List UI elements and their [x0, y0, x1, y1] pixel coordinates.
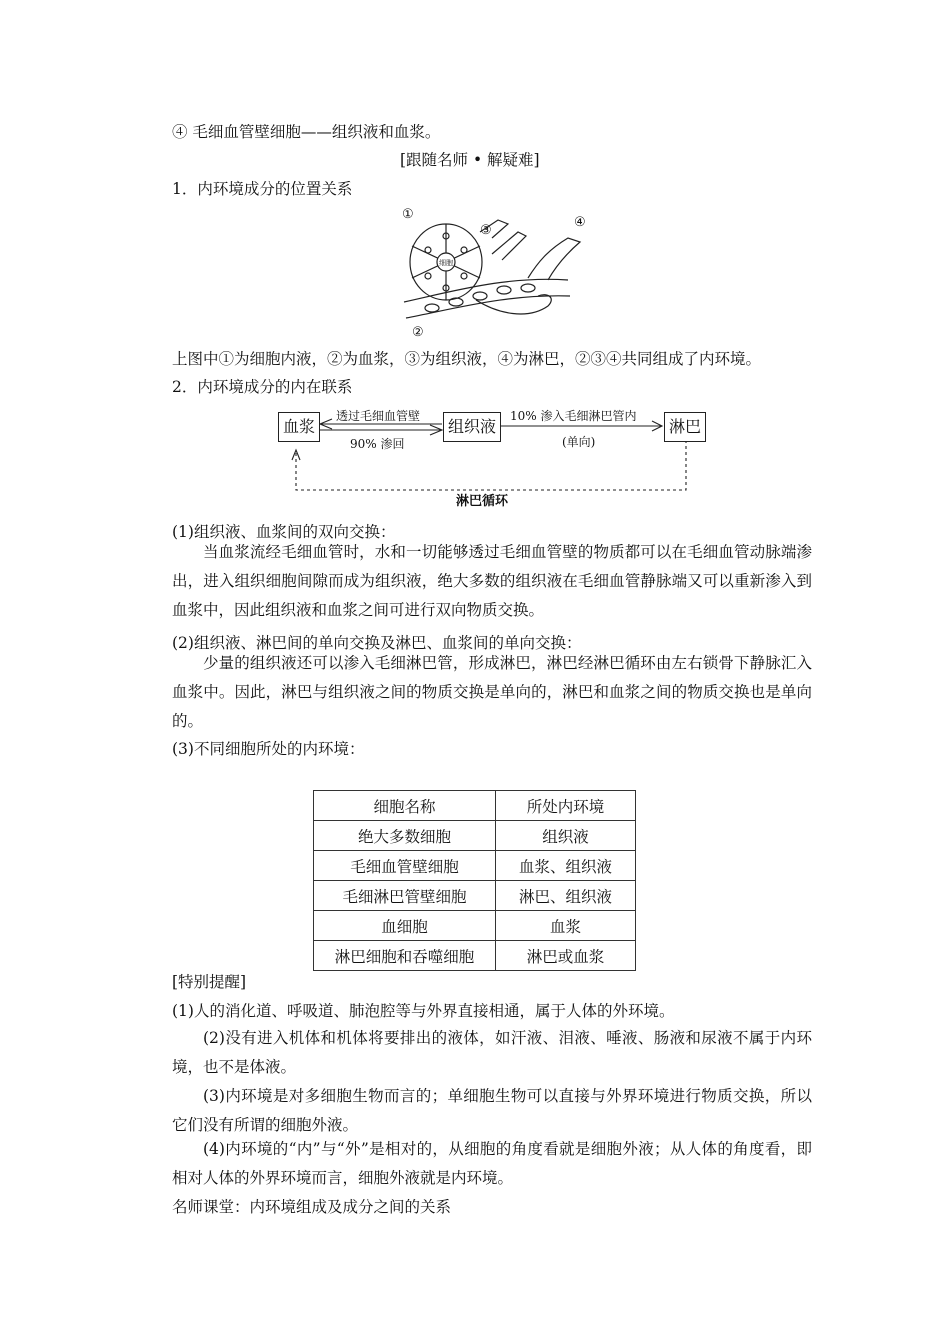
cell-label: 细胞: [439, 259, 453, 267]
table-cell: 毛细淋巴管壁细胞: [314, 881, 496, 911]
flow-diagram: [276, 404, 701, 512]
arrow-top-label: 透过毛细血管壁: [336, 409, 421, 423]
table-row: [314, 821, 636, 851]
table-cell: 血浆、组织液: [496, 851, 636, 881]
arrow-bottom-label: 90% 渗回: [350, 437, 405, 451]
tip-2: (2)没有进入机体和机体将要排出的液体，如汗液、泪液、唾液、肠液和尿液不属于内环境，也不是体液。: [172, 1029, 812, 1076]
section-heading: [跟随名师 • 解疑难]: [400, 151, 540, 169]
cell-environment-table: [313, 790, 636, 971]
table-row: [314, 881, 636, 911]
plasma-box: 血浆: [278, 412, 320, 442]
tip-3: (3)内环境是对多细胞生物而言的；单细胞生物可以直接与外界环境进行物质交换，所以它们没有所谓的细胞外液。: [172, 1087, 812, 1134]
point1-text: 当血浆流经毛细血管时，水和一切能够透过毛细血管壁的物质都可以在毛细血管动脉端渗出，进入组织细胞间隙而成为组织液，绝大多数的组织液在毛细血管静脉端又可以重新渗入到血浆中，因此组织液和血浆之间可进行双向物质交换。: [172, 543, 812, 619]
table-row: [314, 941, 636, 971]
table-header-cell: 细胞名称: [314, 791, 496, 821]
caption-position: 上图中①为细胞内液，②为血浆，③为组织液，④为淋巴，②③④共同组成了内环境。: [172, 350, 762, 368]
point2-text: 少量的组织液还可以渗入毛细淋巴管，形成淋巴，淋巴经淋巴循环由左右锁骨下静脉汇入血浆中。因此，淋巴与组织液之间的物质交换是单向的，淋巴和血浆之间的物质交换也是单向的。: [172, 654, 812, 730]
heading-inner-relationship: 2．内环境成分的内在联系: [172, 378, 353, 396]
tissue-fluid-box: 组织液: [443, 412, 501, 442]
arrow2-bottom-label: (单向): [562, 435, 596, 449]
table-row: [314, 911, 636, 941]
label-4: ④: [574, 215, 586, 230]
loop-label: 淋巴循环: [456, 494, 509, 509]
table-cell: 淋巴或血浆: [496, 941, 636, 971]
tip-4: (4)内环境的“内”与“外”是相对的，从细胞的角度看就是细胞外液；从人体的角度看，即相对人体的外界环境而言，细胞外液就是内环境。: [172, 1140, 812, 1187]
label-1: ①: [402, 207, 414, 222]
tip-1: (1)人的消化道、呼吸道、肺泡腔等与外界直接相通，属于人体的外环境。: [172, 1002, 675, 1020]
table-cell: 绝大多数细胞: [314, 821, 496, 851]
table-cell: 血细胞: [314, 911, 496, 941]
tissue-diagram: [398, 202, 608, 342]
table-cell: 血浆: [496, 911, 636, 941]
label-3: ③: [480, 223, 492, 238]
table-cell: 淋巴、组织液: [496, 881, 636, 911]
table-cell: 淋巴细胞和吞噬细胞: [314, 941, 496, 971]
point2-title: (2)组织液、淋巴间的单向交换及淋巴、血浆间的单向交换：: [172, 634, 582, 652]
table-header-row: [314, 791, 636, 821]
tips-heading: [特别提醒]: [172, 973, 247, 991]
table-cell: 毛细血管壁细胞: [314, 851, 496, 881]
lymph-box: 淋巴: [664, 412, 706, 442]
table-row: [314, 851, 636, 881]
heading-position-relationship: 1．内环境成分的位置关系: [172, 180, 353, 198]
point3-title: (3)不同细胞所处的内环境：: [172, 740, 365, 758]
point1-title: (1)组织液、血浆间的双向交换：: [172, 523, 396, 541]
table-cell: 组织液: [496, 821, 636, 851]
arrow2-top-label: 10% 渗入毛细淋巴管内: [510, 409, 637, 423]
label-2: ②: [412, 325, 424, 340]
top-line: ④ 毛细血管壁细胞——组织液和血浆。: [172, 123, 441, 141]
table-header-cell: 所处内环境: [496, 791, 636, 821]
footer-line: 名师课堂：内环境组成及成分之间的关系: [172, 1198, 452, 1216]
